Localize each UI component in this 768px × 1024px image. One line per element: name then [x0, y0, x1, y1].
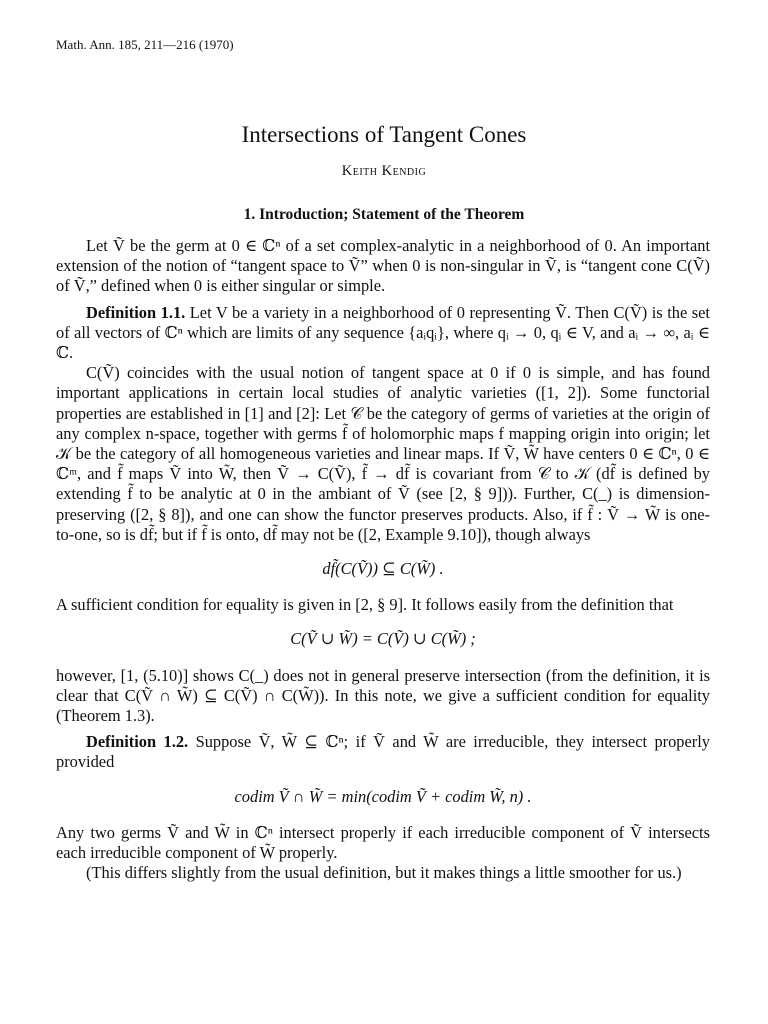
equation-df-inclusion: df̃(C(Ṽ)) ⊆ C(W̃) .: [322, 559, 444, 579]
paragraph-intersection: however, [1, (5.10)] shows C(_) does not in general preserve intersection (from the definition, it is clear that C(Ṽ ∩ W̃) ⊆ C(Ṽ) ∩ C(W̃)). In this note, we give a sufficient condition for equality (Theorem 1.3).: [56, 665, 710, 726]
paragraph-tangent-cone: C(Ṽ) coincides with the usual notion of tangent space at 0 if 0 is simple, and has found important applications in certain local studies of analytic varieties ([1, 2]). Some functorial properties are established in [1] and [2]: Let 𝒞 be the category of germs of varieties at the origin of any complex n-space, together with germs f̃ of holomorphic maps f mapping origin into origin; let 𝒦 be the category of all homogeneous varieties and linear maps. If Ṽ, W̃ have centers 0 ∈ ℂⁿ, 0 ∈ ℂᵐ, and f̃ maps Ṽ into W̃, then Ṽ → C(Ṽ), f̃ → df̃ is covariant from 𝒞 to 𝒦 (df̃ is defined by extending f̃ to be analytic at 0 in the ambiant of Ṽ (see [2, § 9])). Further, C(_) is dimension-preserving ([2, § 8]), and one can show the functor preserves products. Also, if f̃ : Ṽ → W̃ is one-to-one, so is df̃; but if f̃ is onto, df̃ may not be ([2, Example 9.10]), though always: [56, 363, 710, 544]
author-name: Keith Kendig: [341, 163, 427, 179]
definition-1-1: [56, 303, 710, 364]
definition-1-2-text: Suppose Ṽ, W̃ ⊆ ℂⁿ; if Ṽ and W̃ are irreducible, they intersect properly provided: [56, 732, 710, 772]
paragraph-remark: (This differs slightly from the usual definition, but it makes things a little smoother for us.): [86, 863, 682, 883]
definition-1-2: [56, 732, 710, 772]
paragraph-sufficient-condition: A sufficient condition for equality is given in [2, § 9]. It follows easily from the definition that: [56, 595, 674, 615]
section-heading: 1. Introduction; Statement of the Theorem: [243, 206, 525, 223]
paragraph-proper-intersection: Any two germs Ṽ and W̃ in ℂⁿ intersect properly if each irreducible component of Ṽ intersects each irreducible component of W̃ properly.: [56, 822, 710, 863]
definition-1-2-label: Definition 1.2.: [86, 732, 189, 752]
paper-title: Intersections of Tangent Cones: [241, 122, 527, 147]
paragraph-intro: Let Ṽ be the germ at 0 ∈ ℂⁿ of a set complex-analytic in a neighborhood of 0. An important extension of the notion of “tangent space to Ṽ” when 0 is non-singular in Ṽ, is “tangent cone C(Ṽ) of Ṽ,” defined when 0 is either singular or simple.: [56, 236, 710, 296]
equation-codim: codim Ṽ ∩ W̃ = min(codim Ṽ + codim W̃, n) .: [234, 786, 532, 806]
equation-union: C(Ṽ ∪ W̃) = C(Ṽ) ∪ C(W̃) ;: [290, 629, 476, 649]
definition-1-1-text: Let V be a variety in a neighborhood of 0 representing Ṽ. Then C(Ṽ) is the set of all vectors of ℂⁿ which are limits of any sequence {aᵢqᵢ}, where qᵢ → 0, qᵢ ∈ V, and aᵢ → ∞, aᵢ ∈ ℂ.: [56, 302, 710, 363]
body-text: [56, 236, 710, 883]
journal-citation: Math. Ann. 185, 211—216 (1970): [56, 37, 234, 52]
definition-1-1-label: Definition 1.1.: [86, 302, 186, 322]
